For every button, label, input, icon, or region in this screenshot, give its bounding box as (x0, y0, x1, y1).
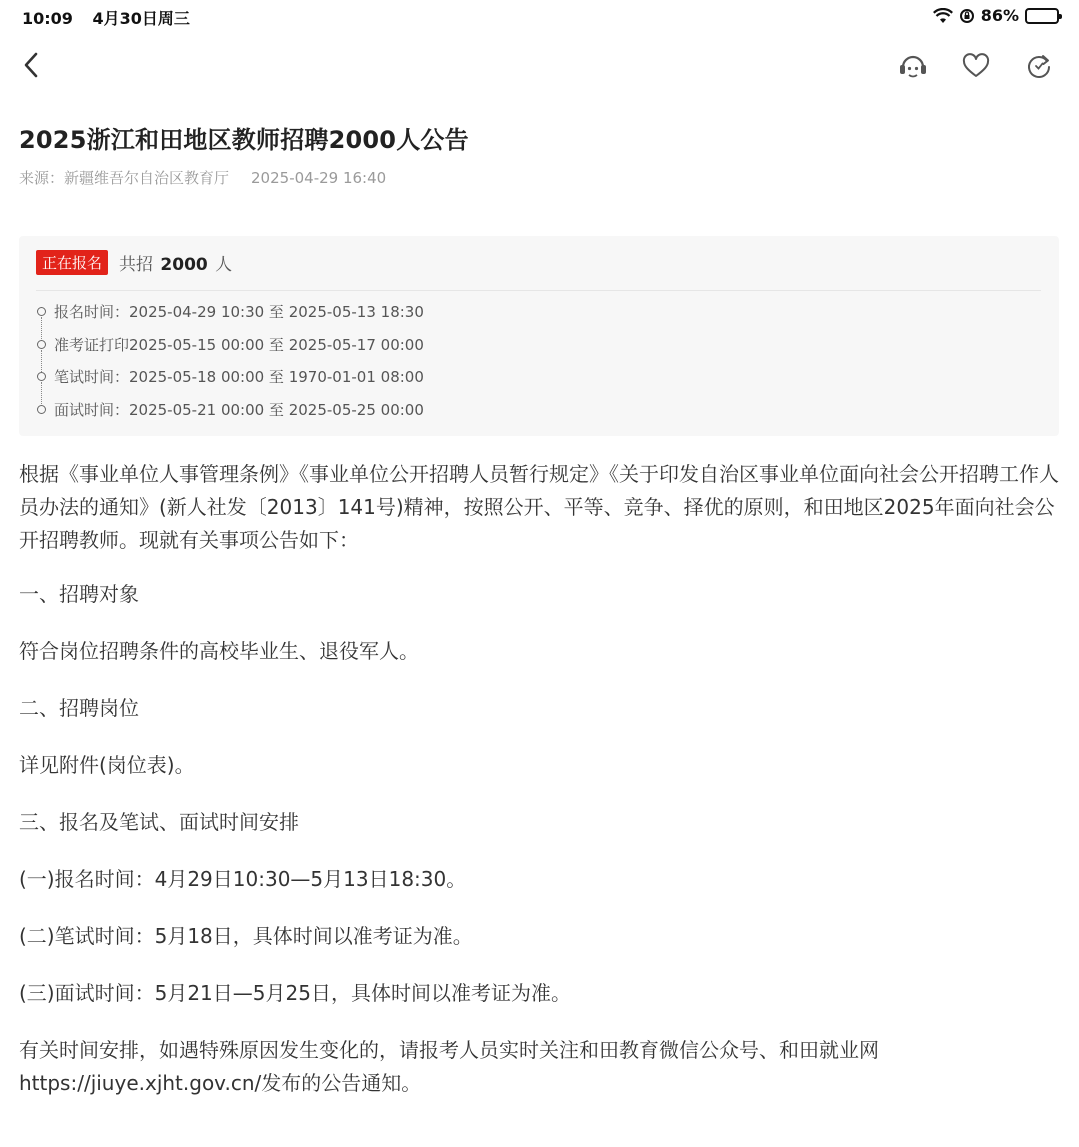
paragraph-registration-time: (一)报名时间：4月29日10:30—5月13日18:30。 (19, 867, 467, 891)
wifi-icon (933, 8, 953, 24)
customer-service-icon (897, 51, 929, 81)
nav-bar (0, 34, 1079, 96)
status-right (927, 6, 1059, 25)
paragraph-notice: 有关时间安排，如遇特殊原因发生变化的，请报考人员实时关注和田教育微信公众号、和田就业网https://jiuye.xjht.gov.cn/发布的公告通知。 (19, 1038, 879, 1095)
timeline-item-admission-ticket: 准考证打印2025-05-15 00:00 至 2025-05-17 00:00 (36, 329, 424, 362)
article-body (19, 458, 1059, 1124)
battery-icon (1025, 8, 1059, 24)
paragraph-written-exam-time: (二)笔试时间：5月18日，具体时间以准考证为准。 (19, 924, 473, 948)
intro-paragraph: 根据《事业单位人事管理条例》《事业单位公开招聘人员暂行规定》《关于印发自治区事业单位面向社会公开招聘工作人员办法的通知》(新人社发〔2013〕141号)精神，按照公开、平等、竞争、择优的原则，和田地区2025年面向社会公开招聘教师。现就有关事项公告如下： (19, 462, 1059, 552)
status-bar (0, 0, 1079, 34)
refresh-icon (1025, 52, 1053, 80)
card-divider (36, 290, 1041, 291)
timeline-item-interview: 面试时间：2025-05-21 00:00 至 2025-05-25 00:00 (36, 394, 424, 427)
battery-percent: 86% (980, 6, 1019, 25)
status-badge: 正在报名 (36, 250, 108, 275)
total-prefix: 共招 (119, 255, 154, 275)
total-suffix: 人 (215, 255, 233, 275)
card-header (36, 250, 232, 275)
paragraph-target: 符合岗位招聘条件的高校毕业生、退役军人。 (19, 639, 419, 663)
paragraph-interview-time: (三)面试时间：5月21日—5月25日，具体时间以准考证为准。 (19, 981, 571, 1005)
back-button[interactable] (14, 48, 48, 82)
total-count: 2000 (160, 255, 208, 275)
recruit-total (119, 250, 232, 275)
section-heading-target: 一、招聘对象 (19, 582, 139, 606)
timeline-item-registration: 报名时间：2025-04-29 10:30 至 2025-05-13 18:30 (36, 296, 424, 329)
recruitment-info-card (19, 236, 1059, 436)
paragraph-positions: 详见附件(岗位表)。 (19, 753, 195, 777)
customer-service-button[interactable] (895, 48, 931, 84)
refresh-button[interactable] (1021, 48, 1057, 84)
section-heading-positions: 二、招聘岗位 (19, 696, 139, 720)
status-left (22, 6, 204, 29)
chevron-left-icon (22, 51, 40, 79)
heart-icon (962, 53, 990, 79)
status-date: 4月30日周三 (92, 9, 190, 28)
screen-lock-icon (959, 8, 975, 24)
publish-time: 2025-04-29 16:40 (251, 169, 387, 187)
article-source: 来源：新疆维吾尔自治区教育厅 (19, 169, 230, 187)
favorite-button[interactable] (958, 48, 994, 84)
status-time: 10:09 (22, 9, 73, 28)
nav-actions (868, 48, 1057, 84)
section-heading-schedule: 三、报名及笔试、面试时间安排 (19, 810, 299, 834)
page-title: 2025浙江和田地区教师招聘2000人公告 (19, 126, 469, 154)
timeline-item-written-exam: 笔试时间：2025-05-18 00:00 至 1970-01-01 08:00 (36, 361, 424, 394)
article-meta (19, 167, 386, 188)
schedule-timeline (36, 296, 424, 426)
